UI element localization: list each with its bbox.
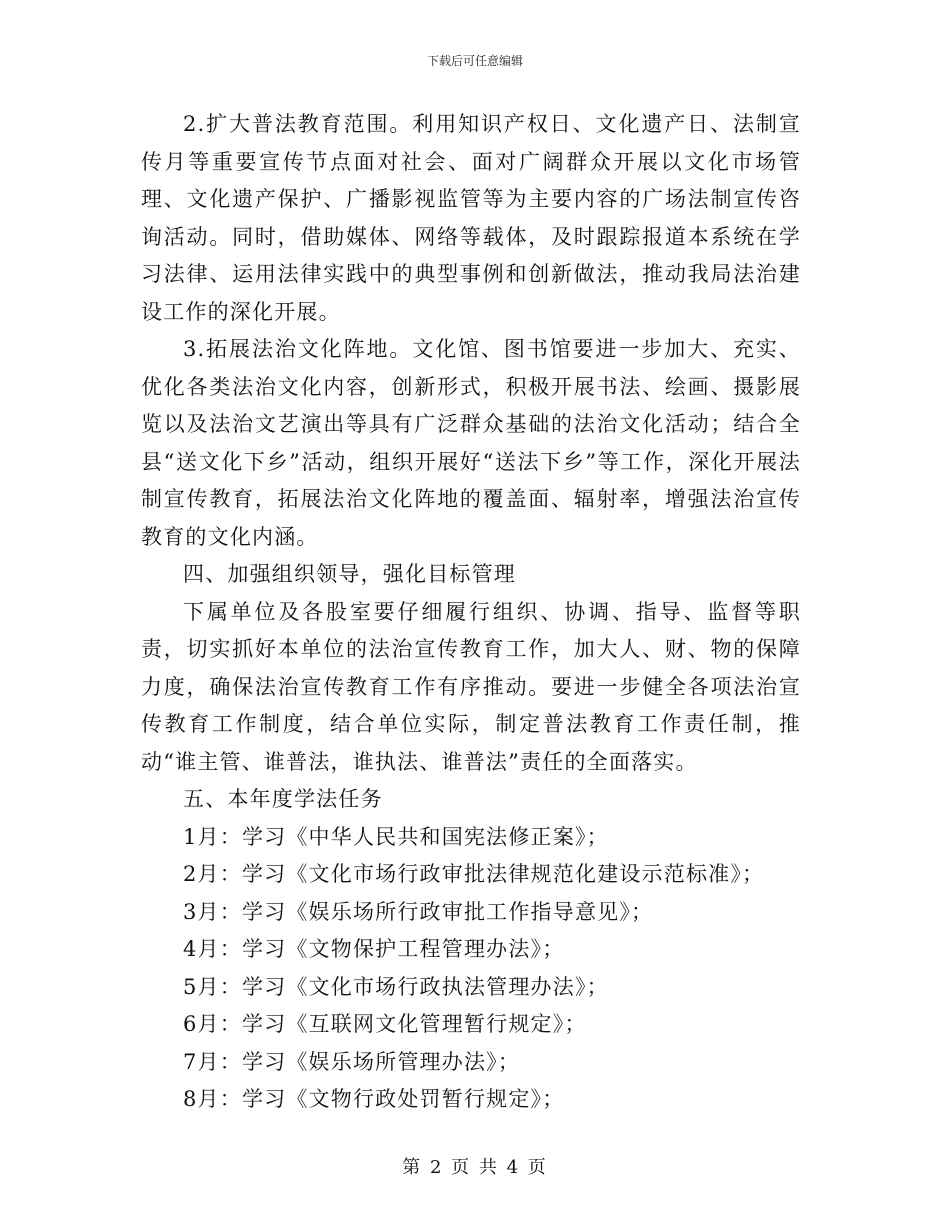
task-item-february: 2月：学习《文化市场行政审批法律规范化建设示范标准》；: [183, 862, 765, 886]
paragraph-organization: 下属单位及各股室要仔细履行组织、协调、指导、监督等职责，切实抓好本单位的法治宣传教育工作，加大人、财、物的保障力度，确保法治宣传教育工作有序推动。要进一步健全各项法治宣传教育工作制度，结合单位实际，制定普法教育工作责任制，推动“谁主管、谁普法，谁执法、谁普法”责任的全面落实。: [141, 599, 801, 774]
paragraph-expand-culture-base: 3.拓展法治文化阵地。文化馆、图书馆要进一步加大、充实、优化各类法治文化内容，创新形式，积极开展书法、绘画、摄影展览以及法治文艺演出等具有广泛群众基础的法治文化活动；结合全县“送文化下乡”活动，组织开展好“送法下乡”等工作，深化开展法制宣传教育，拓展法治文化阵地的覆盖面、辐射率，增强法治宣传教育的文化内涵。: [141, 337, 801, 549]
document-body: [141, 106, 801, 1119]
task-item-june: 6月：学习《互联网文化管理暂行规定》；: [183, 1012, 587, 1036]
section-heading-organization: 四、加强组织领导，强化目标管理: [183, 562, 516, 586]
task-item-may: 5月：学习《文化市场行政执法管理办法》；: [183, 974, 609, 999]
task-item-march: 3月：学习《娱乐场所行政审批工作指导意见》；: [183, 899, 654, 924]
task-item-august: 8月：学习《文物行政处罚暂行规定》；: [183, 1087, 565, 1111]
paragraph-expand-education: 2.扩大普法教育范围。利用知识产权日、文化遗产日、法制宣传月等重要宣传节点面对社会、面对广阔群众开展以文化市场管理、文化遗产保护、广播影视监管等为主要内容的广场法制宣传咨询活动。同时，借助媒体、网络等载体，及时跟踪报道本系统在学习法律、运用法律实践中的典型事例和创新做法，推动我局法治建设工作的深化开展。: [141, 112, 801, 324]
page-header-note: 下载后可任意编辑: [426, 54, 523, 68]
section-heading-tasks: 五、本年度学法任务: [183, 787, 383, 811]
task-item-july: 7月：学习《娱乐场所管理办法》；: [183, 1049, 521, 1074]
task-item-january: 1月：学习《中华人民共和国宪法修正案》；: [183, 824, 609, 849]
page-number: 第 2 页 共 4 页: [402, 1157, 548, 1178]
task-item-april: 4月：学习《文物保护工程管理办法》；: [183, 937, 565, 961]
